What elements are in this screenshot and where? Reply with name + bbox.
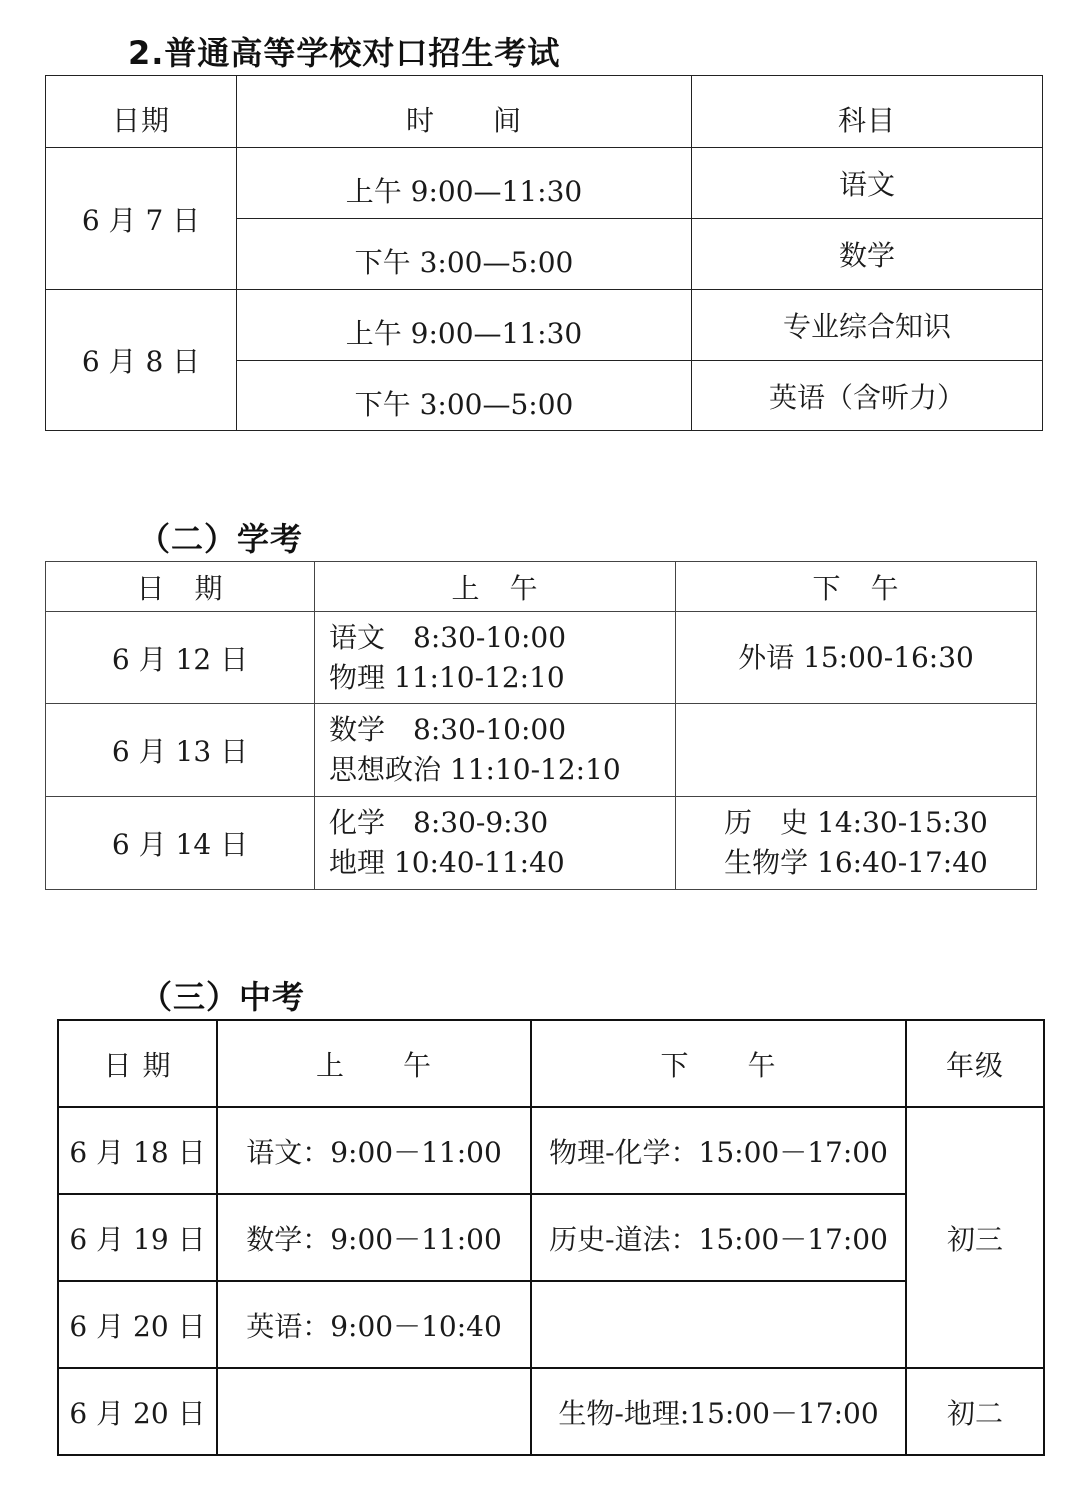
header-date: 日 期 xyxy=(46,562,315,612)
morning-cell xyxy=(315,612,676,704)
date-cell: 6 月 20 日 xyxy=(58,1368,217,1455)
afternoon-exam: 生物学 16:40-17:40 xyxy=(724,846,988,879)
morning-cell: 数学：9:00－11:00 xyxy=(217,1194,531,1281)
afternoon-cell: 物理-化学：15:00－17:00 xyxy=(531,1107,906,1194)
afternoon-cell xyxy=(531,1281,906,1368)
header-morning: 上 午 xyxy=(315,562,676,612)
header-morning: 上 午 xyxy=(217,1020,531,1107)
time-cell: 下午 3:00—5:00 xyxy=(237,219,692,290)
date-cell: 6 月 14 日 xyxy=(46,797,315,890)
header-afternoon: 下 午 xyxy=(531,1020,906,1107)
afternoon-exam: 历 史 14:30-15:30 xyxy=(724,806,988,839)
afternoon-exam: 外语 15:00-16:30 xyxy=(738,640,974,674)
time-cell: 上午 9:00—11:30 xyxy=(237,148,692,219)
morning-cell xyxy=(315,704,676,797)
morning-exam: 物理 11:10-12:10 xyxy=(329,660,565,694)
academic-exam-table xyxy=(45,561,1037,890)
morning-exam: 地理 10:40-11:40 xyxy=(329,846,565,879)
morning-cell xyxy=(217,1368,531,1455)
subject-cell: 数学 xyxy=(692,219,1043,290)
afternoon-cell: 生物-地理:15:00－17:00 xyxy=(531,1368,906,1455)
header-date: 日 期 xyxy=(58,1020,217,1107)
grade-cell: 初三 xyxy=(906,1107,1044,1368)
morning-exam: 语文 8:30-10:00 xyxy=(329,620,567,654)
date-cell: 6 月 12 日 xyxy=(46,612,315,704)
header-subject: 科目 xyxy=(692,76,1043,148)
date-cell: 6 月 18 日 xyxy=(58,1107,217,1194)
date-cell: 6 月 20 日 xyxy=(58,1281,217,1368)
afternoon-cell xyxy=(676,612,1037,704)
date-cell: 6 月 8 日 xyxy=(46,290,237,431)
afternoon-cell: 历史-道法：15:00－17:00 xyxy=(531,1194,906,1281)
header-time: 时 间 xyxy=(237,76,692,148)
header-grade: 年级 xyxy=(906,1020,1044,1107)
afternoon-cell xyxy=(676,704,1037,797)
morning-cell: 语文：9:00－11:00 xyxy=(217,1107,531,1194)
date-cell: 6 月 19 日 xyxy=(58,1194,217,1281)
subject-cell: 英语（含听力） xyxy=(692,361,1043,431)
middle-school-exam-table xyxy=(57,1019,1045,1456)
section2-title: （二）学考 xyxy=(138,520,304,558)
header-date: 日期 xyxy=(46,76,237,148)
time-cell: 下午 3:00—5:00 xyxy=(237,361,692,431)
morning-exam: 化学 8:30-9:30 xyxy=(329,806,549,839)
afternoon-cell xyxy=(676,797,1037,890)
date-cell: 6 月 7 日 xyxy=(46,148,237,290)
vocational-exam-table xyxy=(45,75,1043,431)
morning-exam: 数学 8:30-10:00 xyxy=(329,713,567,746)
section3-title: （三）中考 xyxy=(140,978,306,1016)
morning-exam: 思想政治 11:10-12:10 xyxy=(329,753,621,786)
morning-cell xyxy=(315,797,676,890)
morning-cell: 英语：9:00－10:40 xyxy=(217,1281,531,1368)
time-cell: 上午 9:00—11:30 xyxy=(237,290,692,361)
section1-title: 2.普通高等学校对口招生考试 xyxy=(128,34,561,72)
date-cell: 6 月 13 日 xyxy=(46,704,315,797)
subject-cell: 专业综合知识 xyxy=(692,290,1043,361)
subject-cell: 语文 xyxy=(692,148,1043,219)
grade-cell: 初二 xyxy=(906,1368,1044,1455)
header-afternoon: 下 午 xyxy=(676,562,1037,612)
